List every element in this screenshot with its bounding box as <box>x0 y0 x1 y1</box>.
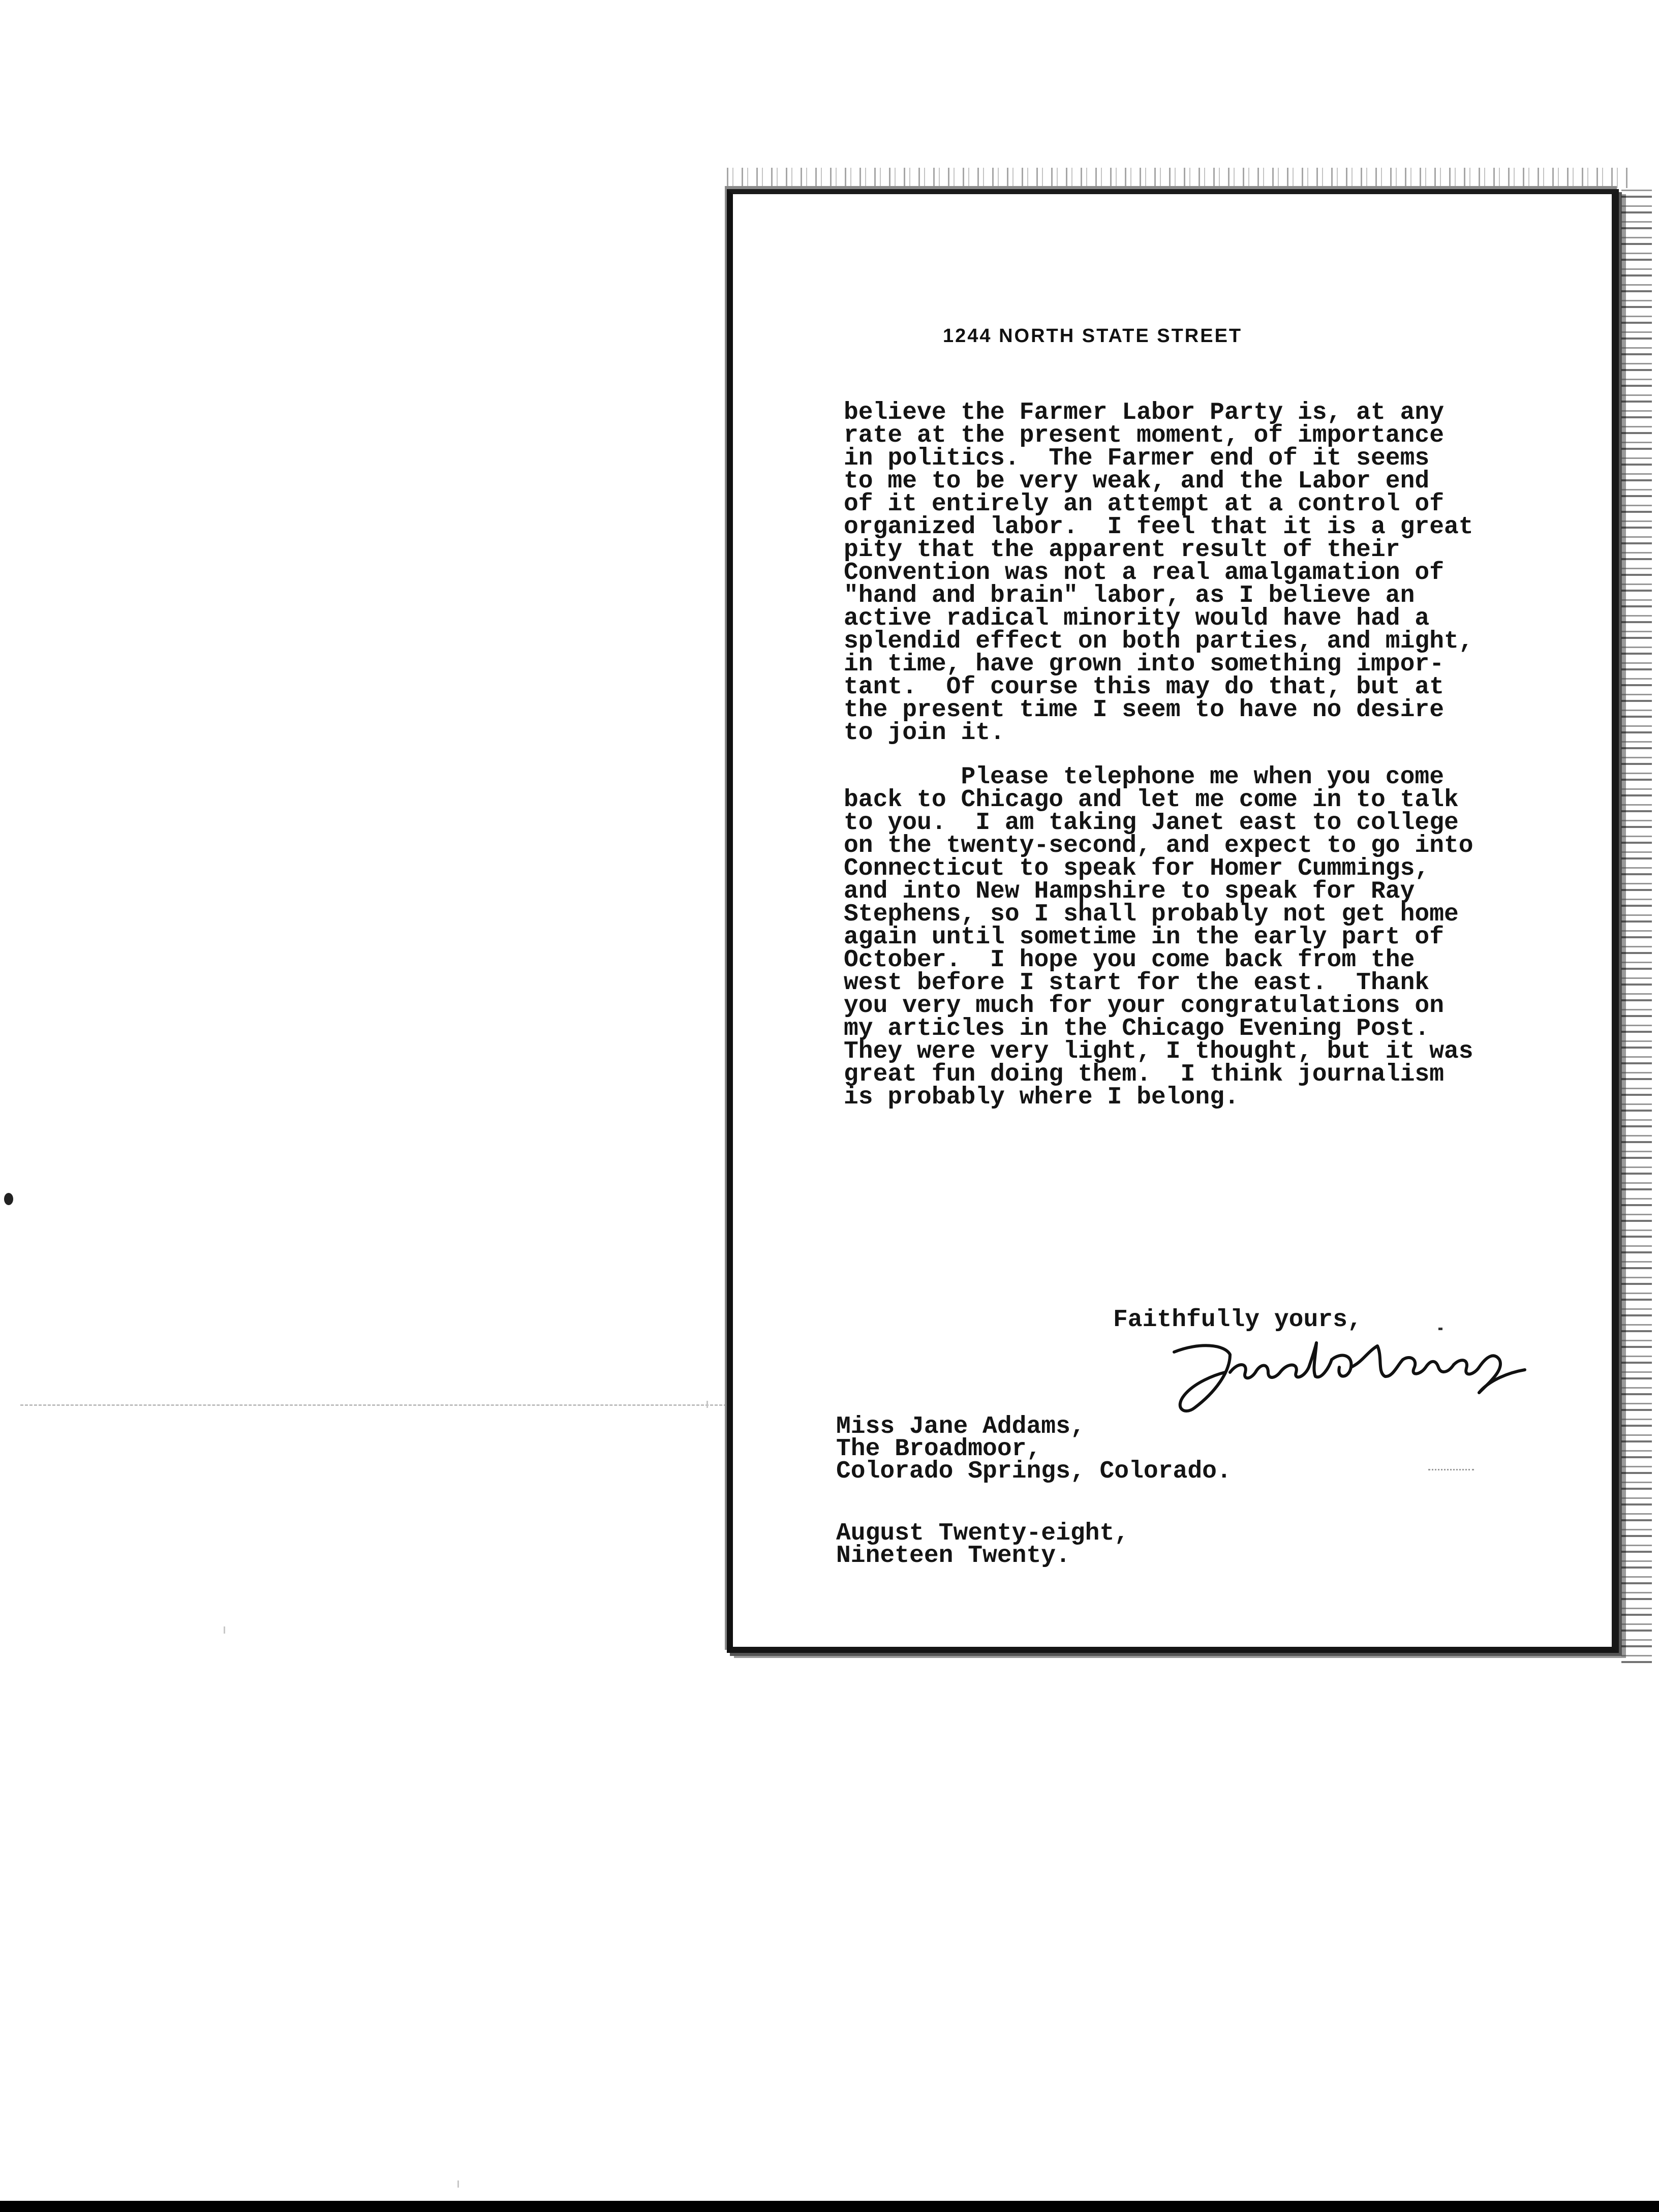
body-line: back to Chicago and let me come in to talk <box>844 786 1459 814</box>
body-line: of it entirely an attempt at a control of <box>844 490 1444 518</box>
date-line: August Twenty-eight, <box>836 1520 1129 1547</box>
sheet-edge-noise-top <box>727 168 1632 188</box>
scan-artifact-tick <box>224 1626 225 1634</box>
body-line: pity that the apparent result of their <box>844 536 1400 564</box>
scan-artifact-dot <box>4 1193 13 1205</box>
body-line: on the twenty-second, and expect to go into <box>844 832 1473 859</box>
addressee-line: The Broadmoor, <box>836 1435 1041 1463</box>
letter-body <box>844 399 1606 1111</box>
body-line: great fun doing them. I think journalism <box>844 1061 1444 1088</box>
letterhead-address: 1244 NORTH STATE STREET <box>943 325 1243 347</box>
closing-salutation: Faithfully yours, <box>1113 1306 1362 1334</box>
body-line: Stephens, so I shall probably not get home <box>844 901 1459 928</box>
body-line: rate at the present moment, of importance <box>844 422 1444 449</box>
body-line: believe the Farmer Labor Party is, at any <box>844 399 1444 426</box>
scan-artifact-tick <box>457 2180 459 2188</box>
sheet-edge-noise-right <box>1621 189 1652 1663</box>
body-line: Please telephone me when you come <box>844 763 1444 791</box>
addressee-block <box>836 1413 1232 1485</box>
paragraph-gap <box>844 745 1606 766</box>
body-line: my articles in the Chicago Evening Post. <box>844 1015 1430 1042</box>
body-line: west before I start for the east. Thank <box>844 969 1430 997</box>
handwritten-signature-icon <box>1154 1332 1540 1418</box>
body-line: in time, have grown into something impor- <box>844 651 1444 678</box>
body-line: Connecticut to speak for Homer Cummings, <box>844 855 1430 882</box>
scan-bottom-edge <box>0 2201 1659 2212</box>
body-line: to join it. <box>844 719 1005 747</box>
addressee-line: Miss Jane Addams, <box>836 1413 1085 1440</box>
body-line: "hand and brain" labor, as I believe an <box>844 582 1415 609</box>
body-line: and into New Hampshire to speak for Ray <box>844 878 1415 905</box>
body-line: They were very light, I thought, but it was <box>844 1038 1473 1065</box>
body-line: splendid effect on both parties, and might, <box>844 628 1473 655</box>
body-line: October. I hope you come back from the <box>844 946 1415 974</box>
body-line: tant. Of course this may do that, but at <box>844 673 1444 701</box>
body-line: Convention was not a real amalgamation of <box>844 559 1444 587</box>
body-line: the present time I seem to have no desire <box>844 696 1444 724</box>
body-line: to you. I am taking Janet east to college <box>844 809 1459 837</box>
addressee-line: Colorado Springs, Colorado. <box>836 1458 1232 1485</box>
faint-mark <box>1428 1469 1474 1470</box>
body-line: to me to be very weak, and the Labor end <box>844 468 1430 495</box>
body-line: active radical minority would have had a <box>844 605 1430 632</box>
body-line: organized labor. I feel that it is a great <box>844 513 1473 541</box>
scan-artifact-line <box>20 1404 727 1406</box>
scan-artifact-tick <box>706 1401 708 1408</box>
body-line: you very much for your congratulations on <box>844 992 1444 1020</box>
body-line: is probably where I belong. <box>844 1084 1239 1111</box>
date-block <box>836 1520 1129 1570</box>
body-line: again until sometime in the early part of <box>844 924 1444 951</box>
ink-speck <box>1438 1328 1442 1330</box>
body-line: in politics. The Farmer end of it seems <box>844 445 1430 472</box>
date-line: Nineteen Twenty. <box>836 1542 1070 1570</box>
